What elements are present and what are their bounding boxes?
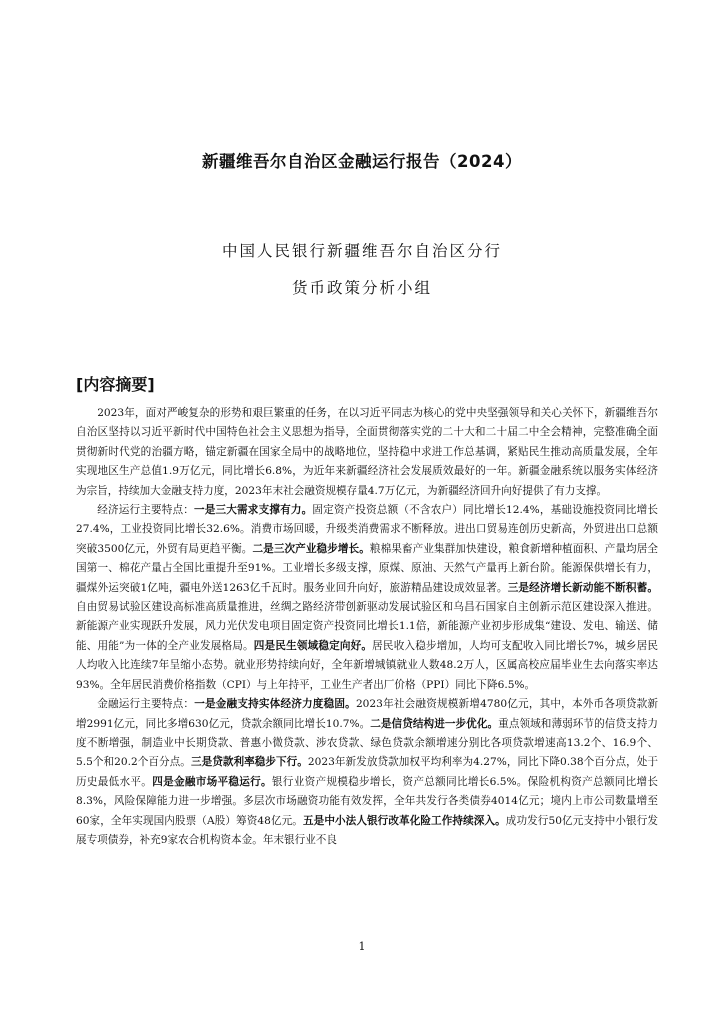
author-group: 货币政策分析小组 (291, 279, 432, 297)
paragraph-text: 2023年社会融资规模新增4780亿元，其中，本外币各项贷款新增2991亿元，同比多增630亿元，贷款余额同比增长10.7%。 (76, 698, 659, 730)
abstract-paragraph (76, 501, 658, 695)
abstract-paragraph (76, 695, 658, 850)
page-number: 1 (358, 940, 366, 953)
abstract-paragraph (76, 404, 658, 501)
key-point-text: 三是贷款利率稳步下行。 (190, 756, 308, 769)
paragraph-text: 金融运行主要特点： (97, 698, 195, 711)
issuer-name: 中国人民银行新疆维吾尔自治区分行 (221, 242, 502, 260)
key-point-text: 三是经济增长新动能不断积蓄。 (507, 581, 659, 594)
abstract-body (76, 404, 658, 850)
key-point-text: 四是金融市场平稳运行。 (152, 775, 272, 788)
report-title: 新疆维吾尔自治区金融运行报告（2024） (202, 152, 522, 171)
paragraph-text: 2023年新发放贷款加权平均利率为4.27%，同比下降0.38个百分点，处于历史最低水平。 (76, 756, 659, 788)
key-point-text: 五是中小法人银行改革化险工作持续深入。 (302, 814, 506, 827)
paragraph-text: 重点领域和薄弱环节的信贷支持力度不断增强，制造业中长期贷款、普惠小微贷款、涉农贷款、绿色贷款余额增速分别比各项贷款增速高13.2个、16.9个、5.5个和20.2个百分点。 (76, 717, 658, 769)
key-point-text: 一是三大需求支撑有力。 (194, 504, 313, 517)
key-point-text: 二是三次产业稳步增长。 (252, 542, 370, 555)
paragraph-text: 成功发行50亿元支持中小银行发展专项债券，补充9家农合机构资本金。年末银行业不良 (76, 814, 658, 846)
key-point-text: 四是民生领域稳定向好。 (253, 639, 373, 652)
paragraph-text: 粮棉果畜产业集群加快建设，粮食新增种植面积、产量均居全国第一、棉花产量占全国比重提升至91%。工业增长多级支撑，原煤、原油、天然气产量再上新台阶。能源保供增长有力，疆煤外运突破1亿吨，疆电外送1263亿千瓦时。服务业回升向好，旅游精品建设成效显著。 (76, 542, 659, 594)
paragraph-text: 居民收入稳步增加，人均可支配收入同比增长7%，城乡居民人均收入比连续7年呈缩小态势。就业形势持续向好，全年新增城镇就业人数48.2万人，区属高校应届毕业生去向落实率达93%。全年居民消费价格指数（CPI）与上年持平，工业生产者出厂价格（PPI）同比下降6.5%。 (76, 639, 659, 691)
key-point-text: 一是金融支持实体经济力度稳固。 (194, 698, 356, 711)
paragraph-text: 2023年，面对严峻复杂的形势和艰巨繁重的任务，在以习近平同志为核心的党中央坚强领导和关心关怀下，新疆维吾尔自治区坚持以习近平新时代中国特色社会主义思想为指导，全面贯彻落实党的二十大和二十届二中全会精神，完整准确全面贯彻新时代党的治疆方略，锚定新疆在国家全局中的战略地位，坚持稳中求进工作总基调，紧贴民生推动高质量发展，全年实现地区生产总值1.9万亿元，同比增长6.8%，为近年来新疆经济社会发展质效最好的一年。新疆金融系统以服务实体经济为宗旨，持续加大金融支持力度，2023年末社会融资规模存量4.7万亿元，为新疆经济回升向好提供了有力支撑。 (76, 407, 658, 497)
paragraph-text: 固定资产投资总额（不含农户）同比增长12.4%，基础设施投资同比增长27.4%，工业投资同比增长32.6%。消费市场回暖，升级类消费需求不断释放。进出口贸易连创历史新高，外贸进出口总额突破3500亿元，外贸有局更趋平衡。 (76, 504, 659, 555)
paragraph-text: 银行业资产规模稳步增长，资产总额同比增长6.5%。保险机构资产总额同比增长8.3%，风险保障能力进一步增强。多层次市场融资功能有效发挥，全年共发行各类债券4014亿元；境内上市公司数量增至60家，全年实现国内股票（A股）筹资48亿元。 (76, 775, 659, 827)
paragraph-text: 自由贸易试验区建设高标准高质量推进，丝绸之路经济带创新驱动发展试验区和乌昌石国家自主创新示范区建设深入推进。新能源产业实现跃升发展，风力光伏发电项目固定资产投资同比增长1.1倍，新能源产业初步形成集“建设、发电、输送、储能、用能”为一体的全产业发展格局。 (76, 601, 658, 652)
section-heading: [内容摘要] (76, 375, 155, 394)
paragraph-text: 经济运行主要特点： (97, 504, 195, 517)
key-point-text: 二是信贷结构进一步优化。 (370, 717, 499, 730)
